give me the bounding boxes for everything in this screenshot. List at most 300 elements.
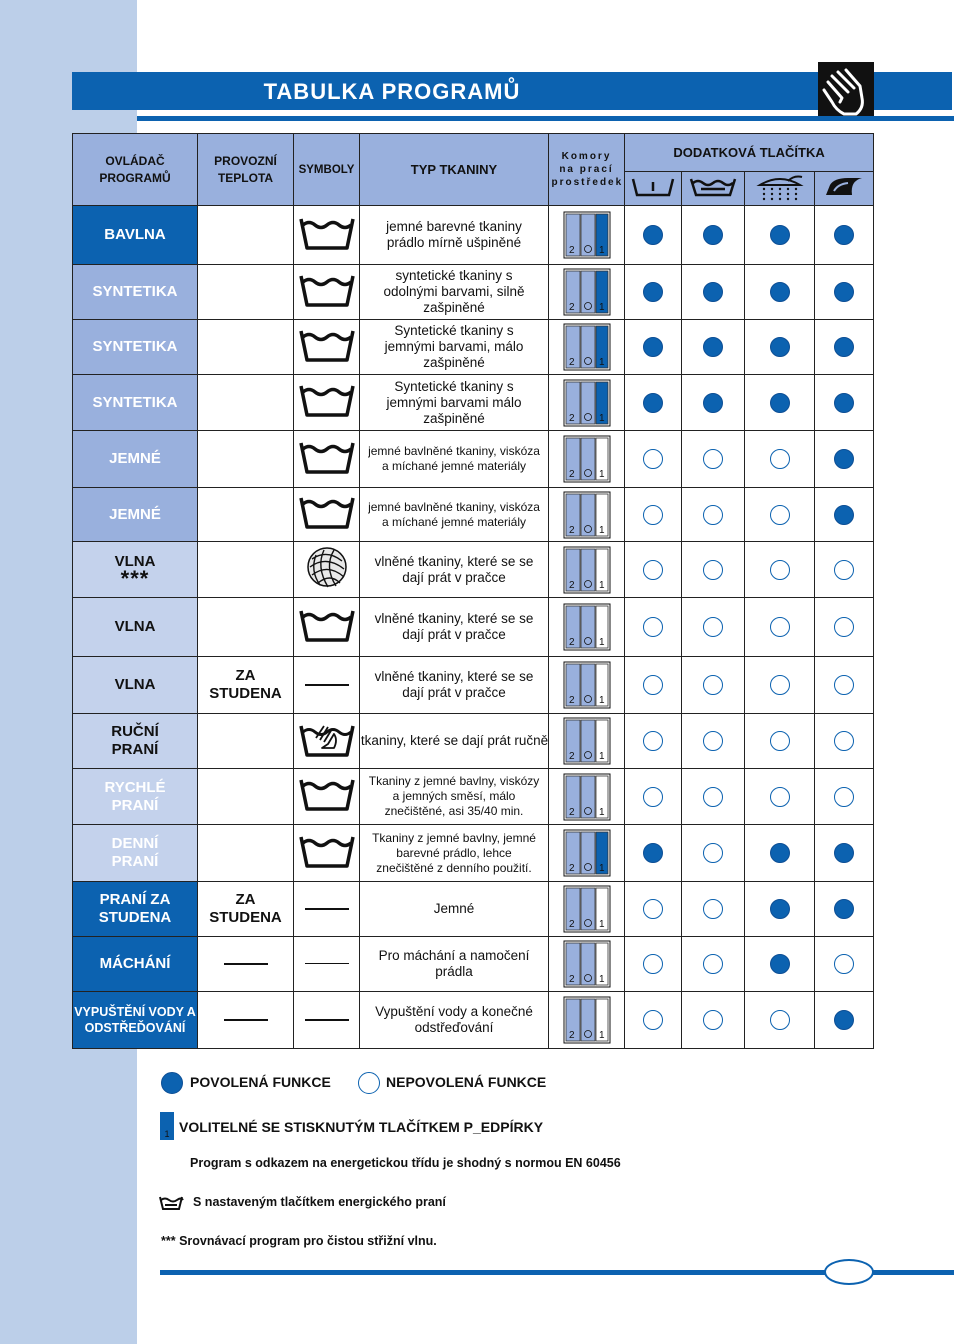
function-cell bbox=[682, 769, 745, 825]
not-allowed-dot bbox=[703, 675, 723, 695]
fabric-type: syntetické tkaniny s odolnými barvami, silně zašpiněné bbox=[383, 268, 525, 315]
svg-text:1: 1 bbox=[598, 245, 605, 256]
function-cell bbox=[625, 375, 682, 431]
symbol-cell bbox=[294, 206, 360, 265]
header-symbols: SYMBOLY bbox=[294, 134, 360, 206]
table-row bbox=[73, 825, 874, 882]
program-name: SYNTETIKA bbox=[92, 338, 178, 355]
symbol-cell bbox=[294, 882, 360, 937]
not-allowed-dot bbox=[770, 617, 790, 637]
note-wool-reference: *** Srovnávací program pro čistou střižní vlnu. bbox=[161, 1234, 437, 1248]
fabric-cell bbox=[360, 265, 549, 320]
fabric-cell bbox=[360, 825, 549, 882]
fabric-cell bbox=[360, 320, 549, 375]
svg-text:2: 2 bbox=[568, 579, 575, 591]
program-name-cell bbox=[73, 714, 198, 769]
function-cell bbox=[625, 825, 682, 882]
wash-tub-icon bbox=[298, 856, 356, 873]
table-row bbox=[73, 488, 874, 542]
not-allowed-dot bbox=[770, 731, 790, 751]
function-cell bbox=[682, 714, 745, 769]
fabric-type: Tkaniny z jemné bavlny, jemné barevné prádlo, lehce znečištěné z denního použití. bbox=[372, 830, 536, 875]
function-cell bbox=[682, 598, 745, 657]
fabric-cell bbox=[360, 882, 549, 937]
symbol-cell bbox=[294, 431, 360, 488]
allowed-dot bbox=[703, 337, 723, 357]
function-cell bbox=[815, 825, 874, 882]
function-cell bbox=[682, 265, 745, 320]
not-allowed-dot bbox=[770, 449, 790, 469]
not-allowed-dot bbox=[643, 899, 663, 919]
not-allowed-dot bbox=[643, 449, 663, 469]
svg-text:1: 1 bbox=[598, 919, 605, 930]
symbol-cell bbox=[294, 488, 360, 542]
svg-text:1: 1 bbox=[598, 302, 605, 313]
not-allowed-dot bbox=[643, 617, 663, 637]
temperature-cell bbox=[198, 882, 294, 937]
detergent-drawer-icon bbox=[563, 661, 611, 709]
table-row bbox=[73, 375, 874, 431]
page-title: TABULKA PROGRAMŮ bbox=[263, 79, 521, 104]
function-cell bbox=[745, 714, 815, 769]
program-name-cell bbox=[73, 825, 198, 882]
function-cell bbox=[815, 265, 874, 320]
program-name-cell bbox=[73, 265, 198, 320]
program-name-cell bbox=[73, 431, 198, 488]
allowed-dot bbox=[770, 225, 790, 245]
detergent-drawer-cell bbox=[549, 992, 625, 1049]
dash-symbol bbox=[305, 684, 349, 686]
not-allowed-dot bbox=[834, 560, 854, 580]
temperature-cell bbox=[198, 657, 294, 714]
allowed-dot bbox=[703, 393, 723, 413]
detergent-drawer-cell bbox=[549, 825, 625, 882]
fabric-cell bbox=[360, 206, 549, 265]
function-cell bbox=[745, 542, 815, 598]
detergent-drawer-icon bbox=[563, 717, 611, 765]
dash-symbol bbox=[305, 908, 349, 910]
fabric-type: Pro máchání a namočení prádla bbox=[378, 948, 530, 979]
function-cell bbox=[745, 882, 815, 937]
wash-tub-icon bbox=[298, 295, 356, 312]
not-allowed-dot bbox=[770, 787, 790, 807]
allowed-dot bbox=[643, 337, 663, 357]
symbol-cell bbox=[294, 375, 360, 431]
detergent-drawer-icon bbox=[563, 491, 611, 539]
detergent-drawer-icon bbox=[563, 211, 611, 259]
fabric-cell bbox=[360, 375, 549, 431]
fabric-type: jemné bavlněné tkaniny, viskóza a míchané jemné materiály bbox=[368, 499, 540, 529]
optional-compartment-icon: 1 bbox=[160, 1112, 174, 1140]
svg-text:2: 2 bbox=[568, 245, 575, 256]
function-cell bbox=[682, 882, 745, 937]
program-name-cell bbox=[73, 206, 198, 265]
not-allowed-dot bbox=[770, 505, 790, 525]
temperature-cell bbox=[198, 375, 294, 431]
not-allowed-dot bbox=[703, 617, 723, 637]
detergent-drawer-icon bbox=[563, 996, 611, 1044]
detergent-drawer-cell bbox=[549, 657, 625, 714]
energy-wash-icon bbox=[158, 1194, 184, 1217]
fabric-type: vlněné tkaniny, které se se dají prát v pračce bbox=[374, 553, 534, 585]
table-row bbox=[73, 882, 874, 937]
not-allowed-dot bbox=[703, 899, 723, 919]
wash-tub-icon bbox=[298, 350, 356, 367]
temperature-cell bbox=[198, 992, 294, 1049]
temperature-cell bbox=[198, 937, 294, 992]
program-name: VYPUŠTĚNÍ VODY A ODSTŘEĎOVÁNÍ bbox=[74, 1005, 196, 1035]
temperature-cell bbox=[198, 488, 294, 542]
detergent-drawer-icon bbox=[563, 435, 611, 483]
allowed-dot bbox=[770, 337, 790, 357]
function-cell bbox=[625, 488, 682, 542]
allowed-dot bbox=[834, 505, 854, 525]
not-allowed-dot bbox=[643, 560, 663, 580]
not-allowed-dot bbox=[770, 1010, 790, 1030]
fabric-type: jemné barevné tkaniny prádlo mírně ušpiněné bbox=[386, 219, 522, 250]
function-cell bbox=[682, 825, 745, 882]
function-cell bbox=[745, 657, 815, 714]
fabric-cell bbox=[360, 431, 549, 488]
svg-text:2: 2 bbox=[568, 469, 575, 480]
temperature-cell bbox=[198, 542, 294, 598]
function-cell bbox=[815, 714, 874, 769]
function-cell bbox=[815, 320, 874, 375]
function-cell bbox=[625, 206, 682, 265]
symbol-cell bbox=[294, 598, 360, 657]
function-cell bbox=[682, 657, 745, 714]
svg-text:1: 1 bbox=[598, 1030, 605, 1041]
wave-wash-icon bbox=[682, 172, 745, 206]
not-allowed-dot bbox=[643, 954, 663, 974]
allowed-dot bbox=[770, 282, 790, 302]
function-cell bbox=[682, 488, 745, 542]
table-row bbox=[73, 937, 874, 992]
fabric-type: tkaniny, které se dají prát ručně bbox=[360, 733, 549, 748]
function-cell bbox=[625, 320, 682, 375]
function-cell bbox=[745, 769, 815, 825]
fabric-cell bbox=[360, 714, 549, 769]
detergent-drawer-cell bbox=[549, 542, 625, 598]
symbol-cell bbox=[294, 937, 360, 992]
symbol-cell bbox=[294, 714, 360, 769]
temperature-cell bbox=[198, 431, 294, 488]
program-name-cell bbox=[73, 320, 198, 375]
function-cell bbox=[815, 375, 874, 431]
detergent-drawer-icon bbox=[563, 885, 611, 933]
detergent-drawer-cell bbox=[549, 488, 625, 542]
function-cell bbox=[625, 992, 682, 1049]
detergent-drawer-icon bbox=[563, 603, 611, 651]
function-cell bbox=[815, 598, 874, 657]
detergent-drawer-cell bbox=[549, 265, 625, 320]
svg-text:1: 1 bbox=[598, 412, 605, 424]
program-name-cell bbox=[73, 657, 198, 714]
program-name-cell bbox=[73, 937, 198, 992]
fabric-cell bbox=[360, 937, 549, 992]
function-cell bbox=[745, 825, 815, 882]
allowed-dot bbox=[770, 899, 790, 919]
not-allowed-dot bbox=[770, 675, 790, 695]
wash-tub-icon bbox=[298, 799, 356, 816]
function-cell bbox=[815, 937, 874, 992]
not-allowed-dot bbox=[703, 505, 723, 525]
detergent-drawer-cell bbox=[549, 206, 625, 265]
detergent-drawer-cell bbox=[549, 714, 625, 769]
fabric-cell bbox=[360, 542, 549, 598]
svg-text:2: 2 bbox=[568, 357, 575, 368]
function-cell bbox=[745, 206, 815, 265]
program-name: BAVLNA bbox=[104, 226, 166, 243]
program-name-cell bbox=[73, 375, 198, 431]
function-cell bbox=[625, 769, 682, 825]
temperature-cell bbox=[198, 320, 294, 375]
fabric-cell bbox=[360, 488, 549, 542]
allowed-dot bbox=[770, 393, 790, 413]
allowed-dot bbox=[834, 449, 854, 469]
svg-text:1: 1 bbox=[598, 695, 605, 706]
function-cell bbox=[625, 714, 682, 769]
svg-text:2: 2 bbox=[568, 302, 575, 313]
svg-text:1: 1 bbox=[598, 357, 605, 368]
svg-text:2: 2 bbox=[568, 806, 575, 818]
fabric-type: Tkaniny z jemné bavlny, viskózy a jemných směsí, málo znečištěné, asi 35/40 min. bbox=[368, 774, 540, 818]
allowed-dot bbox=[770, 954, 790, 974]
function-cell bbox=[625, 598, 682, 657]
svg-text:2: 2 bbox=[568, 1030, 575, 1041]
fabric-type: Syntetické tkaniny s jemnými barvami málo zašpiněné bbox=[386, 378, 522, 426]
allowed-dot bbox=[643, 225, 663, 245]
allowed-dot bbox=[834, 843, 854, 863]
function-cell bbox=[815, 488, 874, 542]
header-program: OVLÁDAČ PROGRAMŮ bbox=[73, 134, 198, 206]
allowed-dot bbox=[703, 282, 723, 302]
note-energy-button: S nastaveným tlačítkem energického praní bbox=[193, 1195, 446, 1209]
program-name: SYNTETIKA bbox=[92, 393, 178, 411]
temperature-cell bbox=[198, 265, 294, 320]
fabric-type: Jemné bbox=[433, 901, 475, 916]
program-name-cell bbox=[73, 488, 198, 542]
program-name: DENNÍ PRANÍ bbox=[111, 835, 159, 870]
detergent-drawer-cell bbox=[549, 769, 625, 825]
dash-symbol bbox=[305, 963, 349, 964]
allowed-dot bbox=[770, 843, 790, 863]
wool-icon bbox=[304, 576, 350, 593]
program-name: RYCHLÉ PRANÍ bbox=[104, 778, 166, 814]
function-cell bbox=[682, 542, 745, 598]
symbol-cell bbox=[294, 542, 360, 598]
allowed-dot bbox=[834, 225, 854, 245]
function-cell bbox=[682, 992, 745, 1049]
svg-text:2: 2 bbox=[568, 524, 575, 536]
note-energy: Program s odkazem na energetickou třídu je shodný s normou EN 60456 bbox=[190, 1156, 621, 1170]
not-allowed-dot bbox=[834, 731, 854, 751]
fabric-cell bbox=[360, 657, 549, 714]
detergent-drawer-icon bbox=[563, 773, 611, 821]
detergent-drawer-icon bbox=[563, 546, 611, 594]
function-cell bbox=[745, 265, 815, 320]
detergent-drawer-cell bbox=[549, 598, 625, 657]
detergent-drawer-icon bbox=[563, 268, 611, 316]
function-cell bbox=[682, 937, 745, 992]
hand-icon bbox=[818, 62, 874, 118]
function-cell bbox=[745, 320, 815, 375]
not-allowed-dot bbox=[643, 675, 663, 695]
not-allowed-dot bbox=[643, 731, 663, 751]
not-allowed-dot bbox=[643, 1010, 663, 1030]
detergent-drawer-cell bbox=[549, 431, 625, 488]
wash-tub-icon bbox=[298, 462, 356, 479]
allowed-dot bbox=[834, 1010, 854, 1030]
detergent-drawer-cell bbox=[549, 320, 625, 375]
table-row bbox=[73, 714, 874, 769]
fabric-type: jemné bavlněné tkaniny, viskóza a míchané jemné materiály bbox=[368, 444, 540, 473]
program-name: JEMNÉ bbox=[109, 450, 161, 467]
svg-text:1: 1 bbox=[598, 637, 605, 648]
temperature-cell bbox=[198, 714, 294, 769]
function-cell bbox=[625, 431, 682, 488]
legend-not-allowed: NEPOVOLENÁ FUNKCE bbox=[386, 1074, 547, 1090]
table-row bbox=[73, 657, 874, 714]
not-allowed-dot bbox=[834, 617, 854, 637]
function-cell bbox=[682, 431, 745, 488]
function-cell bbox=[625, 882, 682, 937]
title-underline bbox=[137, 116, 954, 121]
header-compartments: Komory na prací prostředek bbox=[549, 134, 625, 206]
table-row bbox=[73, 542, 874, 598]
temperature-cell bbox=[198, 825, 294, 882]
not-allowed-dot bbox=[703, 1010, 723, 1030]
program-name: VLNA bbox=[114, 552, 156, 570]
function-cell bbox=[745, 937, 815, 992]
function-cell bbox=[625, 265, 682, 320]
program-name-cell bbox=[73, 598, 198, 657]
legend-empty-dot bbox=[358, 1072, 380, 1094]
header-fabric: TYP TKANINY bbox=[360, 134, 549, 206]
svg-text:2: 2 bbox=[568, 637, 575, 648]
function-cell bbox=[745, 992, 815, 1049]
not-allowed-dot bbox=[703, 954, 723, 974]
allowed-dot bbox=[834, 337, 854, 357]
legend-optional: VOLITELNÉ SE STISKNUTÝM TLAČÍTKEM P_EDPÍRKY bbox=[179, 1119, 544, 1135]
fabric-cell bbox=[360, 598, 549, 657]
svg-text:2: 2 bbox=[568, 974, 575, 985]
function-cell bbox=[625, 937, 682, 992]
program-name-cell bbox=[73, 542, 198, 598]
program-name: VLNA bbox=[114, 618, 156, 635]
table-row bbox=[73, 431, 874, 488]
program-name: JEMNÉ bbox=[109, 505, 161, 523]
table-row bbox=[73, 769, 874, 825]
not-allowed-dot bbox=[643, 787, 663, 807]
svg-text:1: 1 bbox=[598, 524, 605, 536]
symbol-cell bbox=[294, 320, 360, 375]
symbol-cell bbox=[294, 265, 360, 320]
program-name-cell bbox=[73, 992, 198, 1049]
not-allowed-dot bbox=[770, 560, 790, 580]
legend-allowed: POVOLENÁ FUNKCE bbox=[190, 1074, 331, 1090]
temperature-value: ZA STUDENA bbox=[209, 891, 282, 926]
not-allowed-dot bbox=[703, 731, 723, 751]
fabric-type: Vypuštění vody a konečné odstřeďování bbox=[375, 1004, 533, 1035]
detergent-drawer-icon bbox=[563, 323, 611, 371]
program-name: RUČNÍ PRANÍ bbox=[111, 723, 159, 758]
not-allowed-dot bbox=[643, 505, 663, 525]
function-cell bbox=[682, 375, 745, 431]
fabric-type: Syntetické tkaniny s jemnými barvami, málo zašpiněné bbox=[384, 323, 524, 370]
function-cell bbox=[682, 320, 745, 375]
program-name-cell bbox=[73, 769, 198, 825]
fabric-type: vlněné tkaniny, které se se dají prát v pračce bbox=[374, 669, 534, 700]
allowed-dot bbox=[834, 393, 854, 413]
legend-filled-dot bbox=[161, 1072, 183, 1094]
iron-icon bbox=[815, 172, 874, 206]
table-row bbox=[73, 265, 874, 320]
temperature-value: ZA STUDENA bbox=[209, 667, 282, 702]
svg-text:2: 2 bbox=[568, 751, 575, 762]
not-allowed-dot bbox=[834, 787, 854, 807]
not-allowed-dot bbox=[703, 560, 723, 580]
not-allowed-dot bbox=[703, 449, 723, 469]
svg-text:2: 2 bbox=[568, 695, 575, 706]
temperature-cell bbox=[198, 206, 294, 265]
program-name-cell bbox=[73, 882, 198, 937]
program-name: PRANÍ ZA STUDENA bbox=[98, 891, 172, 926]
svg-text:1: 1 bbox=[598, 469, 605, 480]
table-row bbox=[73, 598, 874, 657]
function-cell bbox=[625, 657, 682, 714]
fabric-cell bbox=[360, 769, 549, 825]
table-row bbox=[73, 320, 874, 375]
function-cell bbox=[625, 542, 682, 598]
svg-text:1: 1 bbox=[598, 974, 605, 985]
function-cell bbox=[745, 431, 815, 488]
detergent-drawer-icon bbox=[563, 829, 611, 877]
allowed-dot bbox=[834, 282, 854, 302]
hand-wash-icon bbox=[298, 745, 356, 762]
not-allowed-dot bbox=[703, 787, 723, 807]
table-row bbox=[73, 206, 874, 265]
symbol-cell bbox=[294, 657, 360, 714]
wash-tub-icon bbox=[298, 405, 356, 422]
function-cell bbox=[745, 488, 815, 542]
program-name: SYNTETIKA bbox=[92, 283, 178, 300]
wash-tub-icon bbox=[298, 630, 356, 647]
shower-rinse-icon bbox=[745, 172, 815, 206]
temperature-cell bbox=[198, 598, 294, 657]
function-cell bbox=[815, 657, 874, 714]
detergent-drawer-icon bbox=[563, 940, 611, 988]
allowed-dot bbox=[703, 225, 723, 245]
function-cell bbox=[745, 598, 815, 657]
svg-text:2: 2 bbox=[568, 919, 575, 930]
svg-text:1: 1 bbox=[598, 751, 605, 762]
allowed-dot bbox=[643, 393, 663, 413]
function-cell bbox=[815, 431, 874, 488]
detergent-drawer-cell bbox=[549, 375, 625, 431]
dash-symbol bbox=[224, 1019, 268, 1021]
fabric-cell bbox=[360, 992, 549, 1049]
svg-text:1: 1 bbox=[598, 806, 605, 818]
symbol-cell bbox=[294, 992, 360, 1049]
header-temperature: PROVOZNÍ TEPLOTA bbox=[198, 134, 294, 206]
function-cell bbox=[815, 992, 874, 1049]
allowed-dot bbox=[834, 899, 854, 919]
detergent-drawer-icon bbox=[563, 379, 611, 427]
svg-text:1: 1 bbox=[598, 863, 605, 874]
program-name: MÁCHÁNÍ bbox=[99, 955, 171, 972]
program-table bbox=[72, 133, 874, 1049]
